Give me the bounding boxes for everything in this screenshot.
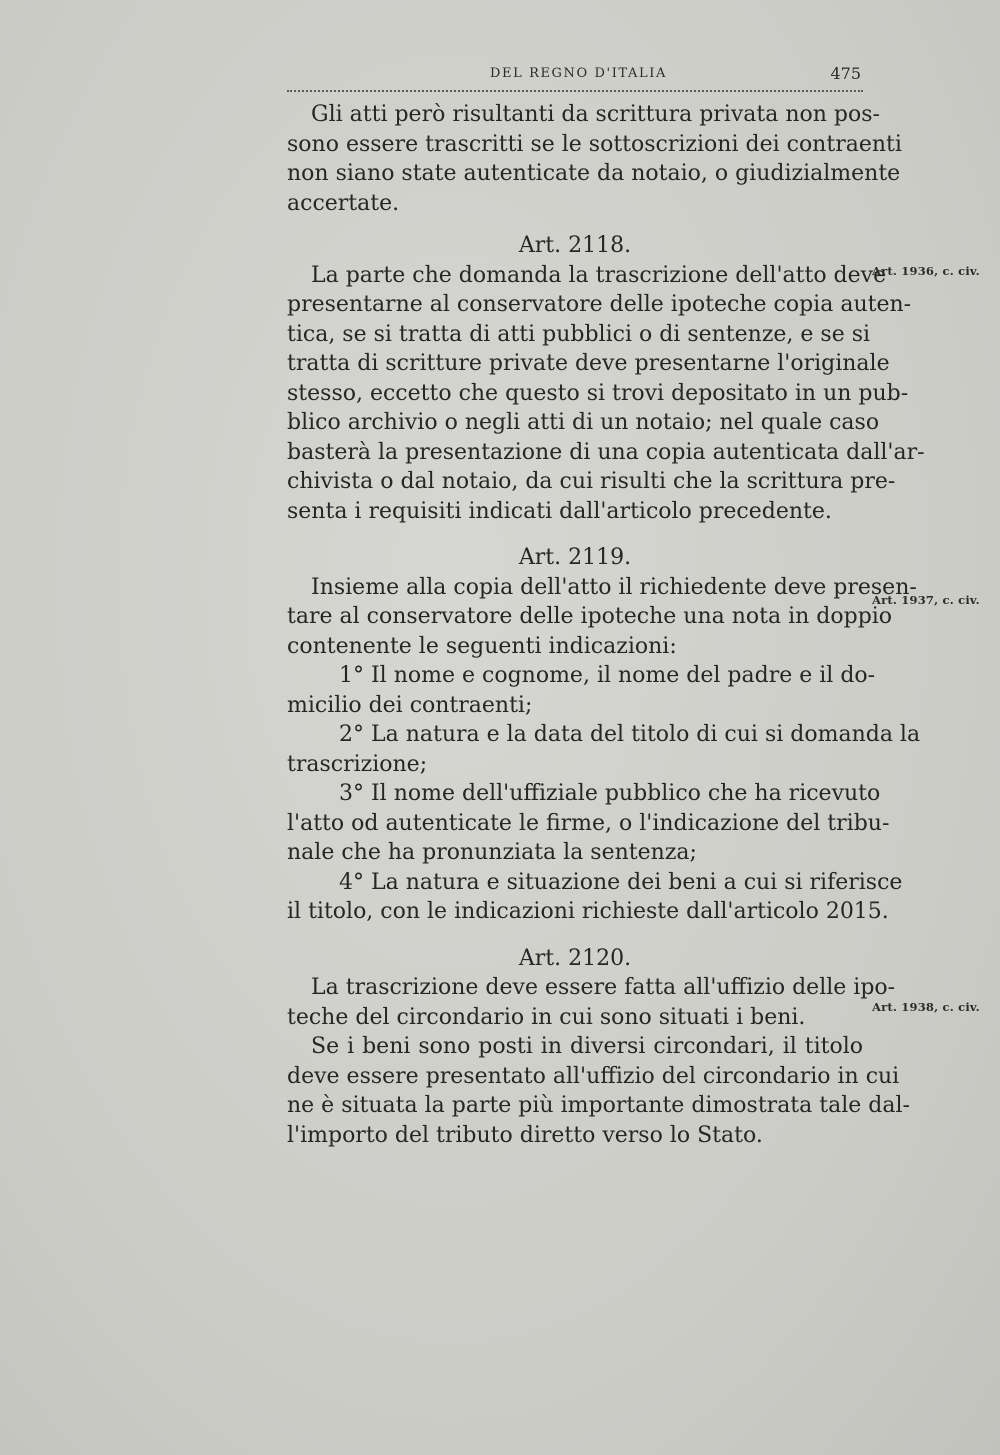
margin-note-2118: Art. 1936, c. civ. [872,264,980,278]
margin-note-2119: Art. 1937, c. civ. [872,593,980,607]
header-rule [287,90,863,92]
text-line: 3° Il nome dell'uffiziale pubblico che ha ricevuto [339,781,881,806]
text-line: tare al conservatore delle ipoteche una nota in doppio [287,604,893,629]
text-line: tratta di scritture private deve presentarne l'originale [287,351,890,376]
text-line: blico archivio o negli atti di un notaio; nel quale caso [287,410,880,435]
margin-note-2120: Art. 1938, c. civ. [872,1000,980,1014]
text-line: 2° La natura e la data del titolo di cui si domanda la [339,722,921,747]
text-line: l'importo del tributo diretto verso lo Stato. [287,1122,763,1148]
text-line: trascrizione; [287,751,428,777]
article-title-2118: Art. 2118. [518,233,632,258]
article-title-2120: Art. 2120. [518,945,632,971]
text-line: chivista o dal notaio, da cui risulti che la scrittura pre- [287,469,896,494]
text-line: basterà la presentazione di una copia autenticata dall'ar- [287,439,925,465]
text-line: il titolo, con le indicazioni richieste dall'articolo 2015. [287,899,889,924]
text-line: nale che ha pronunziata la sentenza; [287,840,697,865]
text-line: senta i requisiti indicati dall'articolo precedente. [287,498,832,524]
text-line: non siano state autenticate da notaio, o giudizialmente [287,161,901,186]
text-line: La parte che domanda la trascrizione dell'atto deve [311,262,887,288]
body-text [287,100,925,1150]
text-line: La trascrizione deve essere fatta all'uffizio delle ipo- [311,975,896,1000]
running-title: DEL REGNO D'ITALIA [490,66,667,81]
text-line: Insieme alla copia dell'atto il richiedente deve presen- [311,574,917,600]
text-line: accertate. [287,190,400,216]
text-line: micilio dei contraenti; [287,692,533,718]
text-line: contenente le seguenti indicazioni: [287,633,677,659]
text-line: tica, se si tratta di atti pubblici o di sentenze, e se si [287,321,871,347]
text-line: presentarne al conservatore delle ipoteche copia auten- [287,292,912,317]
text-line: l'atto od autenticate le firme, o l'indicazione del tribu- [287,810,890,836]
page-number: 475 [830,64,861,83]
article-title-2119: Art. 2119. [518,545,632,570]
text-line: sono essere trascritti se le sottoscrizioni dei contraenti [287,131,902,157]
text-line: ne è situata la parte più importante dimostrata tale dal- [287,1093,910,1118]
text-line: 1° Il nome e cognome, il nome del padre e il do- [339,663,876,688]
text-line: 4° La natura e situazione dei beni a cui si riferisce [339,869,903,895]
text-line: deve essere presentato all'uffizio del circondario in cui [287,1063,900,1089]
page-header [287,64,865,88]
text-line: teche del circondario in cui sono situati i beni. [287,1004,806,1030]
text-line: stesso, eccetto che questo si trovi depositato in un pub- [287,380,909,406]
text-line: Se i beni sono posti in diversi circondari, il titolo [311,1034,863,1059]
text-line: Gli atti però risultanti da scrittura privata non pos- [311,102,880,127]
